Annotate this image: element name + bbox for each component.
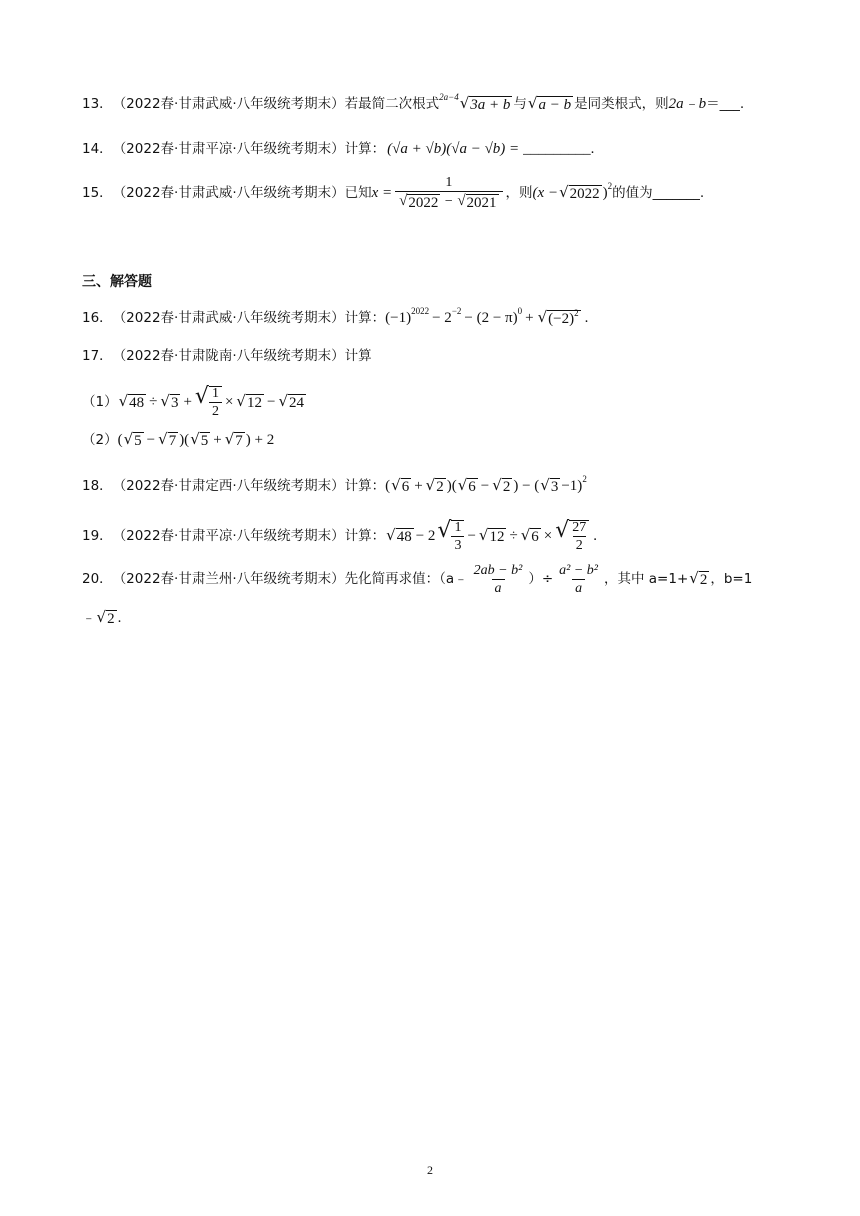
question-14 bbox=[82, 142, 594, 157]
q16-term-1: (−1) bbox=[385, 310, 412, 327]
q17-2-mid: )( bbox=[179, 432, 190, 449]
q13-text-2: 是同类根式，则 bbox=[574, 96, 669, 113]
q20-text-3: ，其中 a=1+ bbox=[603, 571, 689, 588]
q19-number: 19． bbox=[82, 527, 113, 544]
q19-op-1: − 2 bbox=[415, 528, 436, 544]
q15-expr-radical: √ 2022 bbox=[559, 183, 600, 202]
q18-exponent: 2 bbox=[582, 474, 587, 485]
q17-2-open: ( bbox=[117, 432, 123, 449]
q17-1-op-4: − bbox=[266, 394, 276, 410]
q18-radical-1: √ 6 bbox=[391, 476, 410, 495]
q13-text-and: 与 bbox=[513, 96, 527, 113]
q13-answer-blank: ＝___. bbox=[706, 96, 745, 113]
question-17-part-1 bbox=[82, 386, 307, 419]
question-18 bbox=[82, 474, 587, 496]
q15-text: 已知 bbox=[344, 185, 372, 202]
q16-term-3: − (2 − π) bbox=[464, 310, 518, 327]
q18-close: −1) bbox=[561, 478, 583, 495]
q17-1-radical-1: √ 48 bbox=[118, 391, 145, 411]
q18-text: 计算： bbox=[344, 478, 386, 495]
q19-radical-1: √ 48 bbox=[386, 525, 412, 545]
q14-expression: (√a + √b)(√a − √b) = bbox=[387, 141, 520, 157]
q19-radical-2: √ 12 bbox=[478, 525, 505, 545]
q20-fraction-1: $\frac{\text{2ab − b²}}{a}$ bbox=[473, 563, 523, 596]
q17-text: 计算 bbox=[344, 348, 372, 364]
q15-exponent: 2 bbox=[607, 181, 613, 192]
q14-text: 计算： bbox=[344, 140, 386, 157]
q20-text-2: ）÷ bbox=[528, 571, 554, 588]
q18-radical-3: √ 6 bbox=[457, 476, 476, 495]
q13-root-index: 2a−4 bbox=[439, 92, 459, 103]
q17-1-op-2: + bbox=[183, 394, 192, 410]
q18-mid: )( bbox=[446, 478, 457, 495]
q18-radical-5: √ 3 bbox=[540, 476, 559, 495]
question-15 bbox=[82, 176, 704, 212]
q19-op-4: × bbox=[543, 528, 553, 544]
q16-number: 16． bbox=[82, 310, 113, 327]
question-20-line-2 bbox=[82, 610, 121, 628]
q14-source: （2022春·甘肃平凉·八年级统考期末） bbox=[112, 140, 345, 157]
q19-radical-frac-1: √ $\frac{1}{3}$ bbox=[437, 520, 464, 553]
q20-fraction-2: $\frac{\text{a² − b²}}{a}$ bbox=[559, 563, 598, 596]
q16-period: . bbox=[584, 310, 589, 327]
q18-plus: + bbox=[414, 478, 423, 495]
q20-radical-2: √ 2 bbox=[96, 608, 115, 627]
q19-radical-3: √ 6 bbox=[520, 525, 539, 545]
q20-text-4: ，b=1 bbox=[710, 571, 753, 588]
q15-number: 15． bbox=[82, 185, 113, 202]
page-number: 2 bbox=[427, 1163, 433, 1177]
q13-source: （2022春·甘肃武威·八年级统考期末） bbox=[112, 96, 345, 113]
q13-text: 若最简二次根式 bbox=[344, 96, 440, 113]
q16-exp-2: −2 bbox=[451, 306, 462, 317]
q19-source: （2022春·甘肃平凉·八年级统考期末） bbox=[112, 527, 345, 544]
question-16 bbox=[82, 306, 589, 328]
q15-answer-blank: 的值为_______. bbox=[612, 185, 705, 202]
q17-1-radical-2: √ 3 bbox=[160, 391, 179, 411]
q13-radical-2: √ a − b bbox=[527, 94, 572, 113]
q17-1-radical-4: √ 24 bbox=[278, 391, 305, 411]
q17-number: 17． bbox=[82, 348, 113, 364]
q15-lhs: x = bbox=[371, 185, 393, 202]
q19-op-2: − bbox=[467, 528, 476, 544]
q18-number: 18． bbox=[82, 478, 113, 495]
q16-exp-3: 0 bbox=[517, 306, 523, 317]
q17-2-radical-2: √ 7 bbox=[158, 430, 177, 449]
q17-1-op-3: × bbox=[224, 394, 234, 410]
q16-plus: + bbox=[525, 310, 534, 327]
question-19 bbox=[82, 520, 597, 553]
q13-number: 13． bbox=[82, 96, 113, 113]
question-17-part-2 bbox=[82, 432, 274, 450]
q17-part-2-label: （2） bbox=[82, 432, 118, 449]
question-13 bbox=[82, 92, 745, 114]
q16-text: 计算： bbox=[344, 310, 386, 327]
q17-1-radical-3: √ 12 bbox=[236, 391, 262, 411]
q17-part-1-label: （1） bbox=[82, 393, 118, 410]
q13-expression: 2a﹣b bbox=[668, 96, 707, 113]
section-heading: 三、解答题 bbox=[82, 274, 152, 290]
q20-source: （2022春·甘肃兰州·八年级统考期末） bbox=[112, 571, 345, 588]
q15-expr-close: ) bbox=[602, 185, 608, 202]
q15-expr-open: (x − bbox=[532, 185, 559, 202]
q15-text-2: ，则 bbox=[505, 185, 533, 202]
q20-text: 先化简再求值：（a﹣ bbox=[344, 571, 468, 588]
q18-radical-2: √ 2 bbox=[425, 476, 444, 495]
q17-2-radical-3: √ 5 bbox=[190, 430, 209, 449]
q17-1-radical-frac: √ $\frac{1}{2}$ bbox=[195, 386, 222, 419]
q17-2-radical-4: √ 7 bbox=[224, 430, 243, 449]
q19-op-3: ÷ bbox=[509, 528, 518, 544]
q17-2-plus: + bbox=[213, 432, 222, 449]
q16-source: （2022春·甘肃武威·八年级统考期末） bbox=[112, 310, 345, 327]
q19-radical-frac-2: √ $\frac{27}{2}$ bbox=[555, 520, 589, 553]
q16-radical: √ $(-2)^2$ bbox=[537, 308, 579, 327]
q18-radical-4: √ 2 bbox=[492, 476, 511, 495]
q14-number: 14． bbox=[82, 140, 113, 157]
q17-2-close: ) + 2 bbox=[245, 432, 275, 449]
q20-radical-1: √ 2 bbox=[689, 569, 708, 589]
q20-period: . bbox=[117, 610, 122, 627]
q17-2-radical-1: √ 5 bbox=[123, 430, 142, 449]
q19-text: 计算： bbox=[344, 527, 386, 544]
q16-exp-1: 2022 bbox=[411, 306, 430, 317]
q13-radical-1: √ 3a + b bbox=[459, 94, 511, 113]
q18-mid-2: ) − ( bbox=[513, 478, 540, 495]
q15-source: （2022春·甘肃武威·八年级统考期末） bbox=[112, 185, 345, 202]
q18-minus: − bbox=[480, 478, 490, 495]
q14-answer-blank: _________. bbox=[523, 141, 595, 157]
q17-1-op-1: ÷ bbox=[149, 394, 158, 410]
q18-open: ( bbox=[385, 478, 391, 495]
question-17 bbox=[82, 350, 372, 364]
q18-source: （2022春·甘肃定西·八年级统考期末） bbox=[112, 478, 345, 495]
q20-minus: ﹣ bbox=[82, 610, 96, 627]
question-20 bbox=[82, 564, 752, 596]
q19-period: . bbox=[593, 528, 598, 544]
q15-fraction: 1 √ 2022 − √ 2021 bbox=[395, 176, 502, 212]
q17-source: （2022春·甘肃陇南·八年级统考期末） bbox=[112, 348, 345, 364]
q16-term-2: − 2 bbox=[432, 310, 452, 327]
q17-2-minus: − bbox=[146, 432, 156, 449]
q20-number: 20． bbox=[82, 571, 113, 588]
